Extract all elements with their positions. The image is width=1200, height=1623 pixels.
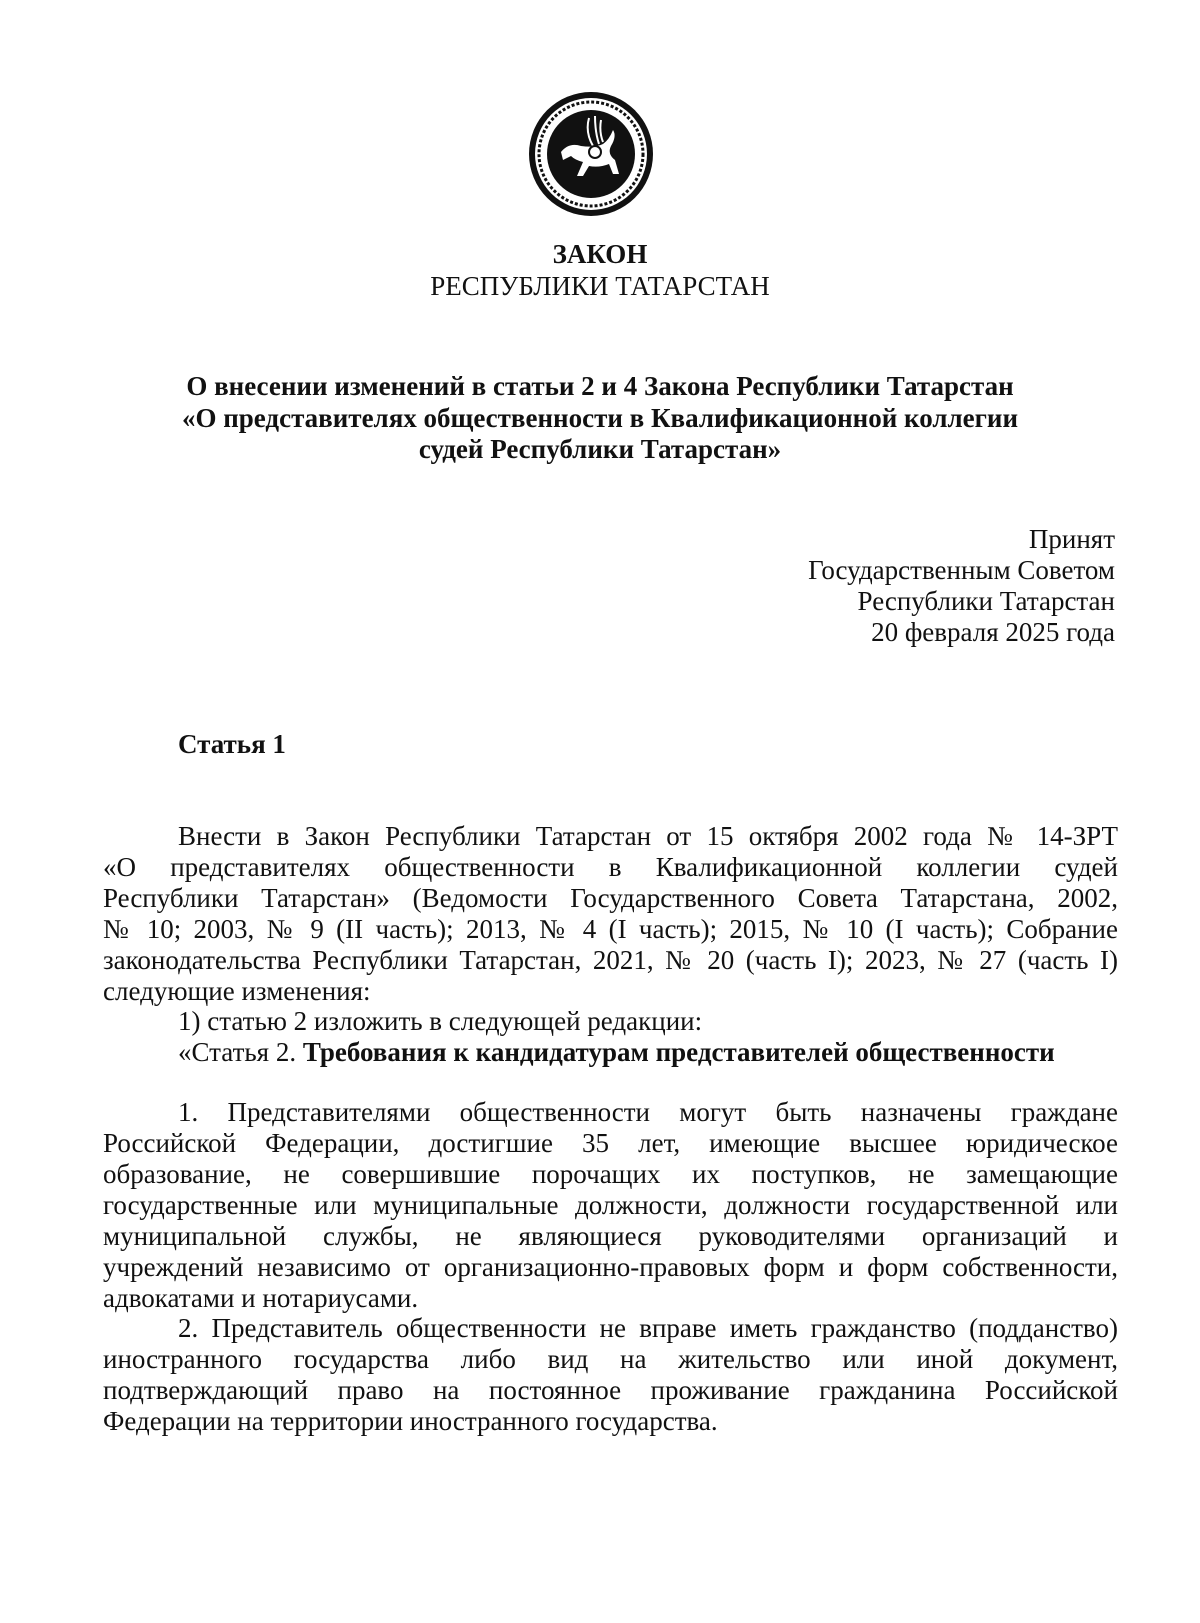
quoted-article-title: Требования к кандидатурам представителей общественности [302,1037,1055,1067]
adoption-block [808,524,1115,648]
adoption-line: Принят [1028,524,1115,554]
text-line: подтверждающий право на постоянное проживание гражданина Российской [103,1375,1118,1405]
text-line: законодательства Республики Татарстан, 2021, № 20 (часть I); 2023, № 27 (часть I) [103,945,1118,975]
text-line: государственные или муниципальные должности, должности государственной или [103,1190,1118,1220]
tatarstan-emblem [527,90,655,218]
text-line: Внести в Закон Республики Татарстан от 15 октября 2002 года № 14-ЗРТ [178,821,1118,851]
text-line: 1. Представителями общественности могут быть назначены граждане [178,1097,1118,1127]
law-title-line: судей Республики Татарстан» [418,434,782,464]
document-type: ЗАКОН [552,239,648,269]
text-line: следующие изменения: [103,976,371,1006]
text-line: иностранного государства либо вид на жительство или иной документ, [103,1344,1118,1374]
text-line: Федерации на территории иностранного государства. [103,1406,718,1436]
text-line: учреждений независимо от организационно-правовых форм и форм собственности, [103,1252,1118,1282]
text-line: образование, не совершившие порочащих их поступков, не замещающие [103,1159,1118,1189]
adoption-line: Государственным Советом [808,555,1115,585]
quoted-article-number: «Статья 2. [178,1037,297,1067]
article-heading: Статья 1 [178,729,286,759]
law-title-line: О внесении изменений в статьи 2 и 4 Закона Республики Татарстан [186,371,1014,401]
text-line: «О представителях общественности в Квалификационной коллегии судей [103,852,1118,882]
text-line: № 10; 2003, № 9 (II часть); 2013, № 4 (I часть); 2015, № 10 (I часть); Собрание [103,914,1118,944]
text-line: 2. Представитель общественности не вправе иметь гражданство (подданство) [178,1313,1118,1343]
adoption-date: 20 февраля 2025 года [871,617,1115,647]
amendment-item: 1) статью 2 изложить в следующей редакции: [178,1006,703,1036]
issuer: РЕСПУБЛИКИ ТАТАРСТАН [430,271,770,301]
text-line: муниципальной службы, не являющиеся руководителями организаций и [103,1221,1118,1251]
quoted-article-heading [178,1037,1193,1068]
adoption-line: Республики Татарстан [857,586,1115,616]
text-line: адвокатами и нотариусами. [103,1283,419,1313]
text-line: Российской Федерации, достигшие 35 лет, имеющие высшее юридическое [103,1128,1118,1158]
text-line: Республики Татарстан» (Ведомости Государственного Совета Татарстана, 2002, [103,883,1118,913]
law-title [0,371,1200,466]
law-title-line: «О представителях общественности в Квалификационной коллегии [181,402,1018,433]
